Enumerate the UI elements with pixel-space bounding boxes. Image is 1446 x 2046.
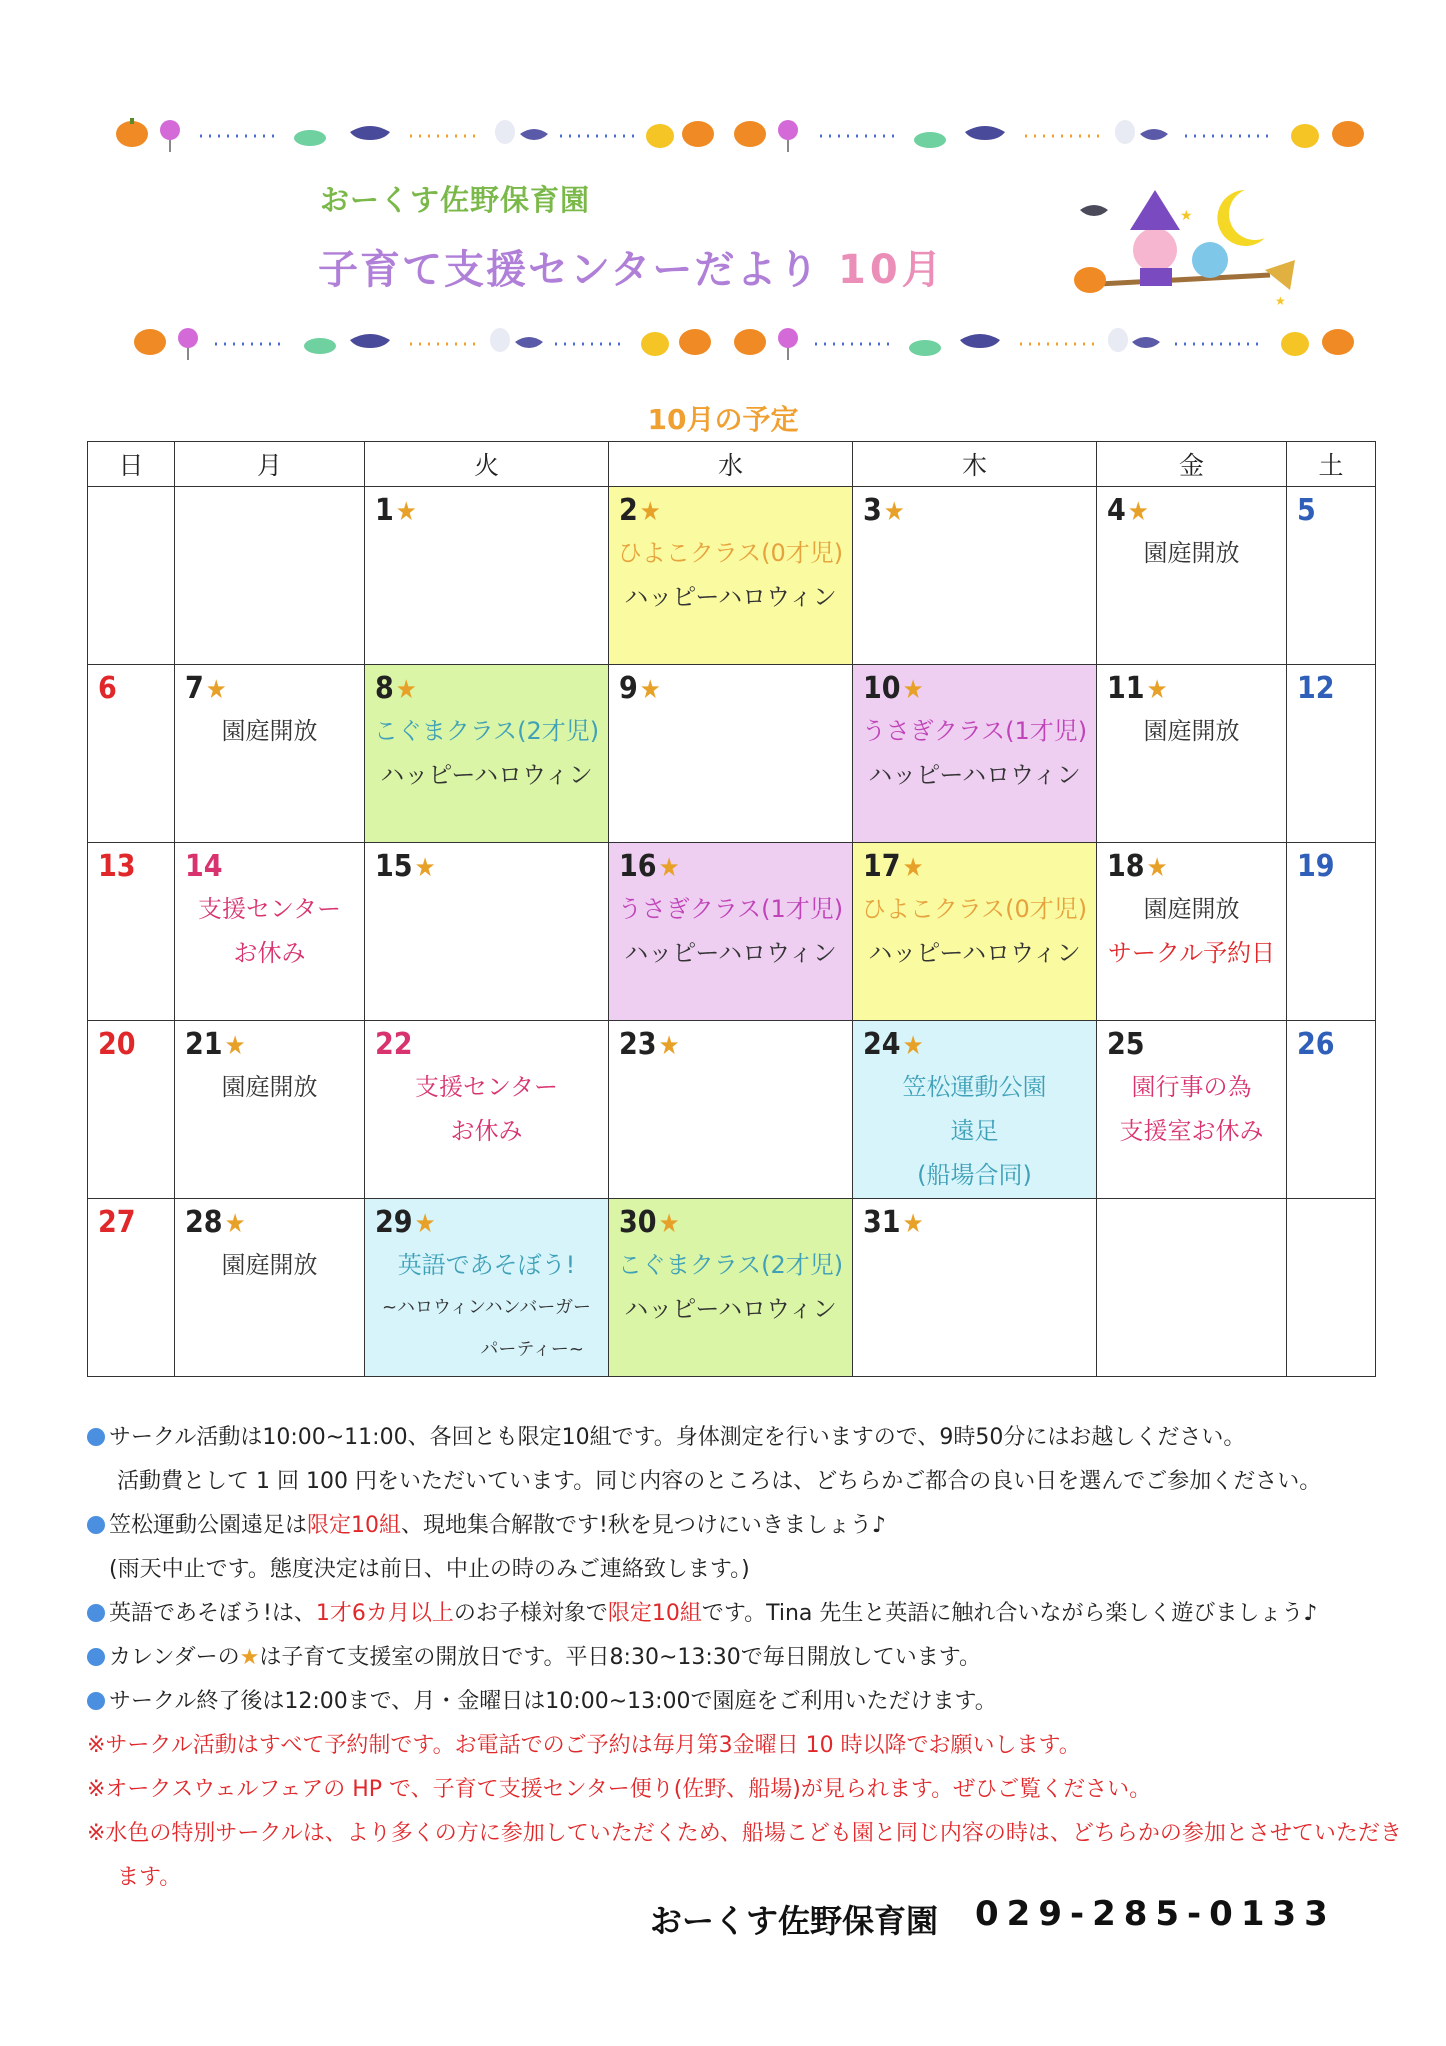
calendar-day-cell [175,1021,365,1199]
day-number [1097,843,1286,887]
event-text: お休み [233,939,306,967]
star-icon: ★ [395,497,417,527]
event-text: ハッピーハロウィン [380,761,593,789]
pumpkin-icon [1291,124,1319,148]
day-number [853,487,1096,531]
pumpkin-icon [641,332,669,356]
note-text: 、現地集合解散です!秋を見つけにいきましょう♪ [401,1513,886,1538]
event-text: こぐまクラス(2才児) [617,1251,844,1279]
weekday-header: 木 [853,442,1097,487]
pumpkin-icon [1281,332,1309,356]
day-number [609,843,852,887]
day-number-text: 31 [863,1205,901,1240]
day-number-text: 13 [98,849,136,884]
event-text: 園行事の為 [1131,1073,1252,1101]
day-number [609,1021,852,1065]
bullet-icon [87,1428,105,1446]
weekday-header-row [88,442,1376,487]
event-text: 笠松運動公園 [902,1073,1047,1101]
day-number [1287,1021,1375,1065]
day-number-text: 5 [1297,493,1316,528]
star-icon: ★ [1127,497,1149,527]
event-text: うさぎクラス(1才児) [617,895,844,923]
calendar-day-cell [365,1199,609,1377]
event-text: こぐまクラス(2才児) [373,717,600,745]
calendar-day-cell [88,665,175,843]
calendar-day-cell [1287,665,1376,843]
event-text: 支援センター [197,895,342,923]
bat-icon [965,126,1005,140]
day-number [609,665,852,709]
day-number-text: 25 [1107,1027,1145,1062]
day-number [853,1021,1096,1065]
note-text: です。Tina 先生と英語に触れ合いながら楽しく遊びましょう♪ [701,1601,1318,1626]
calendar-day-cell [365,843,609,1021]
candy-icon [160,120,180,152]
calendar-day-cell [609,1021,853,1199]
bullet-icon [87,1648,105,1666]
day-number [1287,665,1375,709]
witch-illustration [1060,180,1300,320]
pumpkin-icon [116,118,148,147]
day-number-text: 19 [1297,849,1335,884]
day-number [175,665,364,709]
ghost-icon [490,328,510,352]
calendar-day-cell [609,1199,853,1377]
note-highlight: 限定10組 [307,1513,402,1538]
calendar-day-cell [1287,487,1376,665]
bullet-icon [87,1692,105,1710]
note-text: 英語であそぼう!は、 [109,1601,316,1626]
note-special-circle: ※水色の特別サークルは、より多くの方に参加していただくため、船場こども園と同じ内容の時は、どちらかの参加とさせていただき [87,1821,1402,1846]
star-icon: ★ [205,675,227,705]
day-number-text: 27 [98,1205,136,1240]
calendar-day-cell [175,1199,365,1377]
event-text: 支援室お休み [1119,1117,1264,1145]
bat-icon [1140,129,1168,140]
day-number-text: 17 [863,849,901,884]
day-number [175,1021,364,1065]
candy-icon [778,328,798,360]
calendar-day-cell [1287,1199,1376,1377]
notes-section [87,1416,1402,1900]
calendar-day-cell [853,665,1097,843]
day-number [853,843,1096,887]
day-number-text: 3 [863,493,882,528]
pumpkin-icon [1332,121,1364,147]
note-circle-1-cont: 活動費として 1 回 100 円をいただいています。同じ内容のところは、どちらかご都合の良い日を選んでご参加ください。 [117,1469,1322,1494]
calendar-day-cell [1097,1199,1287,1377]
svg-text:★: ★ [1180,208,1193,224]
day-number [88,1199,174,1243]
calendar-day-cell [365,665,609,843]
center-name: おーくす佐野保育園 [320,183,591,217]
newsletter-title: 子育て支援センターだより [318,247,821,293]
star-icon: ★ [639,675,661,705]
star-icon: ★ [902,1031,924,1061]
day-number [853,665,1096,709]
note-excursion-cont: (雨天中止です。態度決定は前日、中止の時のみご連絡致します。) [109,1557,750,1582]
event-text: 遠足 [950,1117,999,1145]
ghost-icon [495,120,515,144]
day-number-text: 10 [863,671,901,706]
event-text: ハッピーハロウィン [868,761,1081,789]
calendar-day-cell [1287,1021,1376,1199]
pumpkin-icon [682,121,714,147]
broom-icon [1080,275,1270,285]
pumpkin-icon [646,124,674,148]
star-icon: ★ [224,1031,246,1061]
weekday-header: 土 [1287,442,1376,487]
calendar-day-cell [1097,843,1287,1021]
pumpkin-icon [134,329,166,355]
star-icon: ★ [883,497,905,527]
calendar-week-row [88,843,1376,1021]
event-text: ハッピーハロウィン [624,583,837,611]
event-text: 園庭開放 [221,1073,318,1101]
event-text: パーティー~ [480,1339,584,1360]
day-number [609,1199,852,1243]
note-reservation: ※サークル活動はすべて予約制です。お電話でのご予約は毎月第3金曜日 10 時以降でお願いします。 [87,1733,1081,1758]
day-number-text: 30 [619,1205,657,1240]
star-icon: ★ [902,675,924,705]
note-garden [87,1680,1387,1724]
day-number-text: 21 [185,1027,223,1062]
calendar-day-cell [853,843,1097,1021]
calendar-week-row [88,487,1376,665]
note-text: サークル終了後は12:00まで、月・金曜日は10:00~13:00で園庭をご利用いただけます。 [109,1689,997,1714]
weekday-header: 水 [609,442,853,487]
star-icon: ★ [658,1031,680,1061]
svg-text:★: ★ [1275,294,1286,308]
weekday-header: 日 [88,442,175,487]
bullet-icon [87,1516,105,1534]
note-text: のお子様対象で [453,1601,608,1626]
star-icon: ★ [414,853,436,883]
event-text: 英語であそぼう! [397,1251,576,1279]
calendar-day-cell [1097,1021,1287,1199]
day-number [365,487,608,531]
note-star [87,1636,1387,1680]
calendar-day-cell [609,843,853,1021]
day-number-text: 28 [185,1205,223,1240]
calendar-day-cell [365,487,609,665]
day-number-text: 24 [863,1027,901,1062]
star-icon: ★ [224,1209,246,1239]
schedule-title: 10月の予定 [647,403,799,436]
bat-icon [1080,205,1108,216]
star-icon: ★ [658,1209,680,1239]
day-number [175,843,364,887]
pumpkin-icon [734,329,766,355]
day-number [365,843,608,887]
event-text: サークル予約日 [1107,939,1276,967]
note-special-circle-cont: ます。 [117,1865,182,1890]
day-number-text: 8 [375,671,394,706]
wrapped-candy-icon [294,130,326,146]
moon-icon [1217,190,1265,246]
event-text: 園庭開放 [221,717,318,745]
star-icon: ★ [658,853,680,883]
day-number-text: 16 [619,849,657,884]
day-number-text: 1 [375,493,394,528]
bat-icon [515,337,543,348]
bat-icon [350,126,390,140]
calendar-week-row [88,1021,1376,1199]
event-text: 支援センター [414,1073,559,1101]
day-number [609,487,852,531]
bat-icon [520,129,548,140]
calendar-day-cell [175,665,365,843]
note-website: ※オークスウェルフェアの HP で、子育て支援センター便り(佐野、船場)が見られます。ぜひご覧ください。 [87,1777,1152,1802]
footer-phone: 029-285-0133 [975,1894,1336,1934]
day-number-text: 14 [185,849,223,884]
day-number [1097,1021,1286,1065]
event-text: うさぎクラス(1才児) [861,717,1088,745]
ghost-icon [1108,328,1128,352]
day-number-text: 2 [619,493,638,528]
calendar-day-cell [609,487,853,665]
bear-icon [1192,242,1228,278]
calendar-day-cell [88,1021,175,1199]
month-title: 10月 [838,247,946,293]
pumpkin-icon [1074,267,1106,293]
event-text: お休み [450,1117,523,1145]
star-icon: ★ [1146,853,1168,883]
pumpkin-icon [679,329,711,355]
day-number-text: 12 [1297,671,1335,706]
weekday-header: 火 [365,442,609,487]
day-number [1097,665,1286,709]
note-text: は子育て支援室の開放日です。平日8:30~13:30で毎日開放しています。 [259,1645,982,1670]
day-number-text: 29 [375,1205,413,1240]
pumpkin-icon [734,121,766,147]
weekday-header: 金 [1097,442,1287,487]
day-number-text: 22 [375,1027,413,1062]
calendar-day-cell [365,1021,609,1199]
calendar-day-cell [175,487,365,665]
event-text: 園庭開放 [1143,539,1240,567]
day-number-text: 11 [1107,671,1145,706]
footer-center-name: おーくす佐野保育園 [650,1902,939,1940]
note-circle-1 [87,1416,1387,1460]
star-icon: ★ [395,675,417,705]
note-text: カレンダーの [109,1645,240,1670]
event-text: ~ハロウィンハンバーガー [381,1297,592,1318]
pumpkin-icon [1322,329,1354,355]
day-number-text: 15 [375,849,413,884]
day-number [365,1199,608,1243]
day-number-text: 23 [619,1027,657,1062]
event-text: ハッピーハロウィン [624,939,837,967]
star-icon: ★ [639,497,661,527]
note-highlight: 限定10組 [607,1601,702,1626]
calendar-day-cell [88,1199,175,1377]
star-icon: ★ [239,1645,260,1670]
calendar-week-row [88,1199,1376,1377]
top-garland [110,110,1390,154]
rabbit-witch-icon [1133,228,1177,272]
star-icon: ★ [414,1209,436,1239]
day-number-text: 20 [98,1027,136,1062]
calendar-day-cell [853,487,1097,665]
calendar-table [87,441,1376,1377]
ghost-icon [1115,120,1135,144]
day-number-text: 9 [619,671,638,706]
calendar-day-cell [88,487,175,665]
day-number [88,665,174,709]
calendar-day-cell [853,1199,1097,1377]
day-number [853,1199,1096,1243]
day-number-text: 18 [1107,849,1145,884]
day-number [1287,487,1375,531]
calendar-day-cell [1097,487,1287,665]
candy-icon [778,120,798,152]
event-text: 園庭開放 [1143,717,1240,745]
note-text: サークル活動は10:00~11:00、各回とも限定10組です。身体測定を行いますので、9時50分にはお越しください。 [109,1425,1246,1450]
note-highlight: 1才6カ月以上 [315,1601,454,1626]
day-number-text: 4 [1107,493,1126,528]
wrapped-candy-icon [304,338,336,354]
bullet-icon [87,1604,105,1622]
day-number [365,665,608,709]
event-text: ひよこクラス(0才児) [861,895,1088,923]
event-text: 園庭開放 [1143,895,1240,923]
candy-icon [178,328,198,360]
event-text: ハッピーハロウィン [624,1295,837,1323]
event-text: (船場合同) [917,1161,1032,1189]
day-number [1287,843,1375,887]
calendar-day-cell [853,1021,1097,1199]
day-number [88,843,174,887]
day-number [365,1021,608,1065]
calendar-day-cell [609,665,853,843]
event-text: ひよこクラス(0才児) [617,539,844,567]
day-number-text: 7 [185,671,204,706]
wrapped-candy-icon [914,132,946,148]
day-number [88,1021,174,1065]
star-icon: ★ [902,853,924,883]
note-english [87,1592,1387,1636]
star-icon: ★ [902,1209,924,1239]
event-text: ハッピーハロウィン [868,939,1081,967]
calendar-day-cell [88,843,175,1021]
note-text: 笠松運動公園遠足は [109,1513,308,1538]
star-icon: ★ [1146,675,1168,705]
bat-icon [960,334,1000,348]
weekday-header: 月 [175,442,365,487]
day-number-text: 6 [98,671,117,706]
calendar-day-cell [1097,665,1287,843]
day-number [175,1199,364,1243]
day-number-text: 26 [1297,1027,1335,1062]
note-excursion [87,1504,1387,1548]
bat-icon [350,334,390,348]
bottom-garland [110,318,1390,362]
wrapped-candy-icon [909,340,941,356]
day-number [1097,487,1286,531]
calendar-day-cell [175,843,365,1021]
bat-icon [1132,337,1160,348]
event-text: 園庭開放 [221,1251,318,1279]
calendar-body [88,487,1376,1377]
calendar-day-cell [1287,843,1376,1021]
calendar-week-row [88,665,1376,843]
